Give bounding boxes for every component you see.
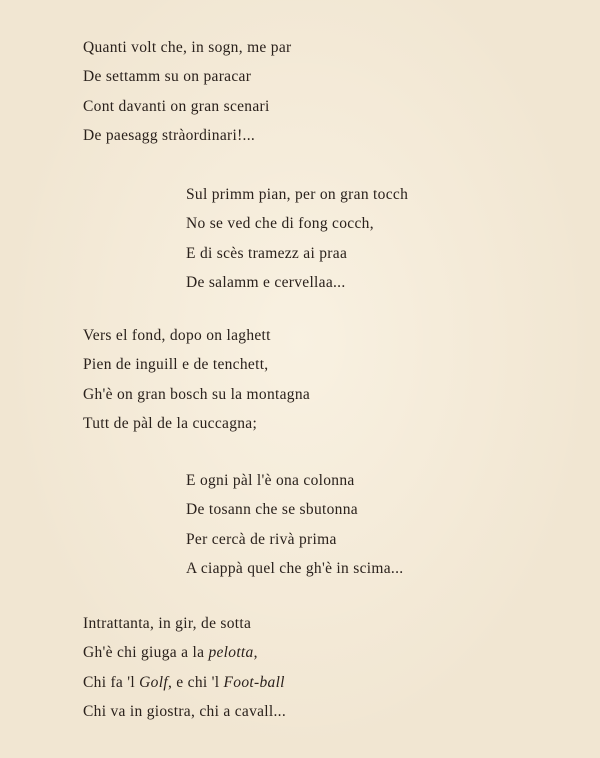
verse-line [83, 668, 286, 697]
stanza-3 [83, 321, 310, 438]
verse-line: Intrattanta, in gir, de sotta [83, 615, 252, 632]
verse-line: E ogni pàl l'è ona colonna [186, 472, 355, 489]
verse-line: A ciappà quel che gh'è in scima... [186, 559, 404, 577]
verse-line: Chi va in giostra, chi a cavall... [83, 702, 287, 720]
verse-line: De salamm e cervellaa... [186, 273, 346, 291]
verse-italic: pelotta [208, 644, 254, 662]
verse-line: Pien de inguill e de tenchett, [83, 356, 269, 374]
verse-italic: Golf [139, 673, 168, 691]
verse-text: , e chi 'l [167, 673, 224, 691]
verse-line: Quanti volt che, in sogn, me par [83, 39, 292, 56]
verse-line: Cont davanti on gran scenari [83, 97, 270, 115]
verse-line: Tutt de pàl de la cuccagna; [83, 414, 258, 432]
verse-line: De settamm su on paracar [83, 68, 252, 86]
verse-line: Gh'è on gran bosch su la montagna [83, 385, 311, 403]
verse-line: No se ved che di fong cocch, [186, 215, 374, 233]
stanza-4 [186, 466, 403, 583]
verse-line: De tosann che se sbutonna [186, 501, 358, 519]
stanza-1 [83, 33, 291, 150]
stanza-2 [186, 180, 408, 297]
verse-italic: Foot-ball [223, 673, 285, 691]
verse-text: Gh'è chi giuga a la [83, 644, 209, 662]
verse-line: E di scès tramezz ai praa [186, 244, 348, 262]
verse-text: , [253, 644, 258, 662]
stanza-5 [83, 609, 286, 726]
verse-line: Vers el fond, dopo on laghett [83, 327, 271, 344]
verse-line [83, 638, 286, 667]
verse-line: Per cercà de rivà prima [186, 530, 337, 548]
verse-text: Chi fa 'l [83, 673, 140, 691]
verse-line: Sul primm pian, per on gran tocch [186, 186, 409, 203]
verse-line: De paesagg stràordinari!... [83, 126, 256, 144]
